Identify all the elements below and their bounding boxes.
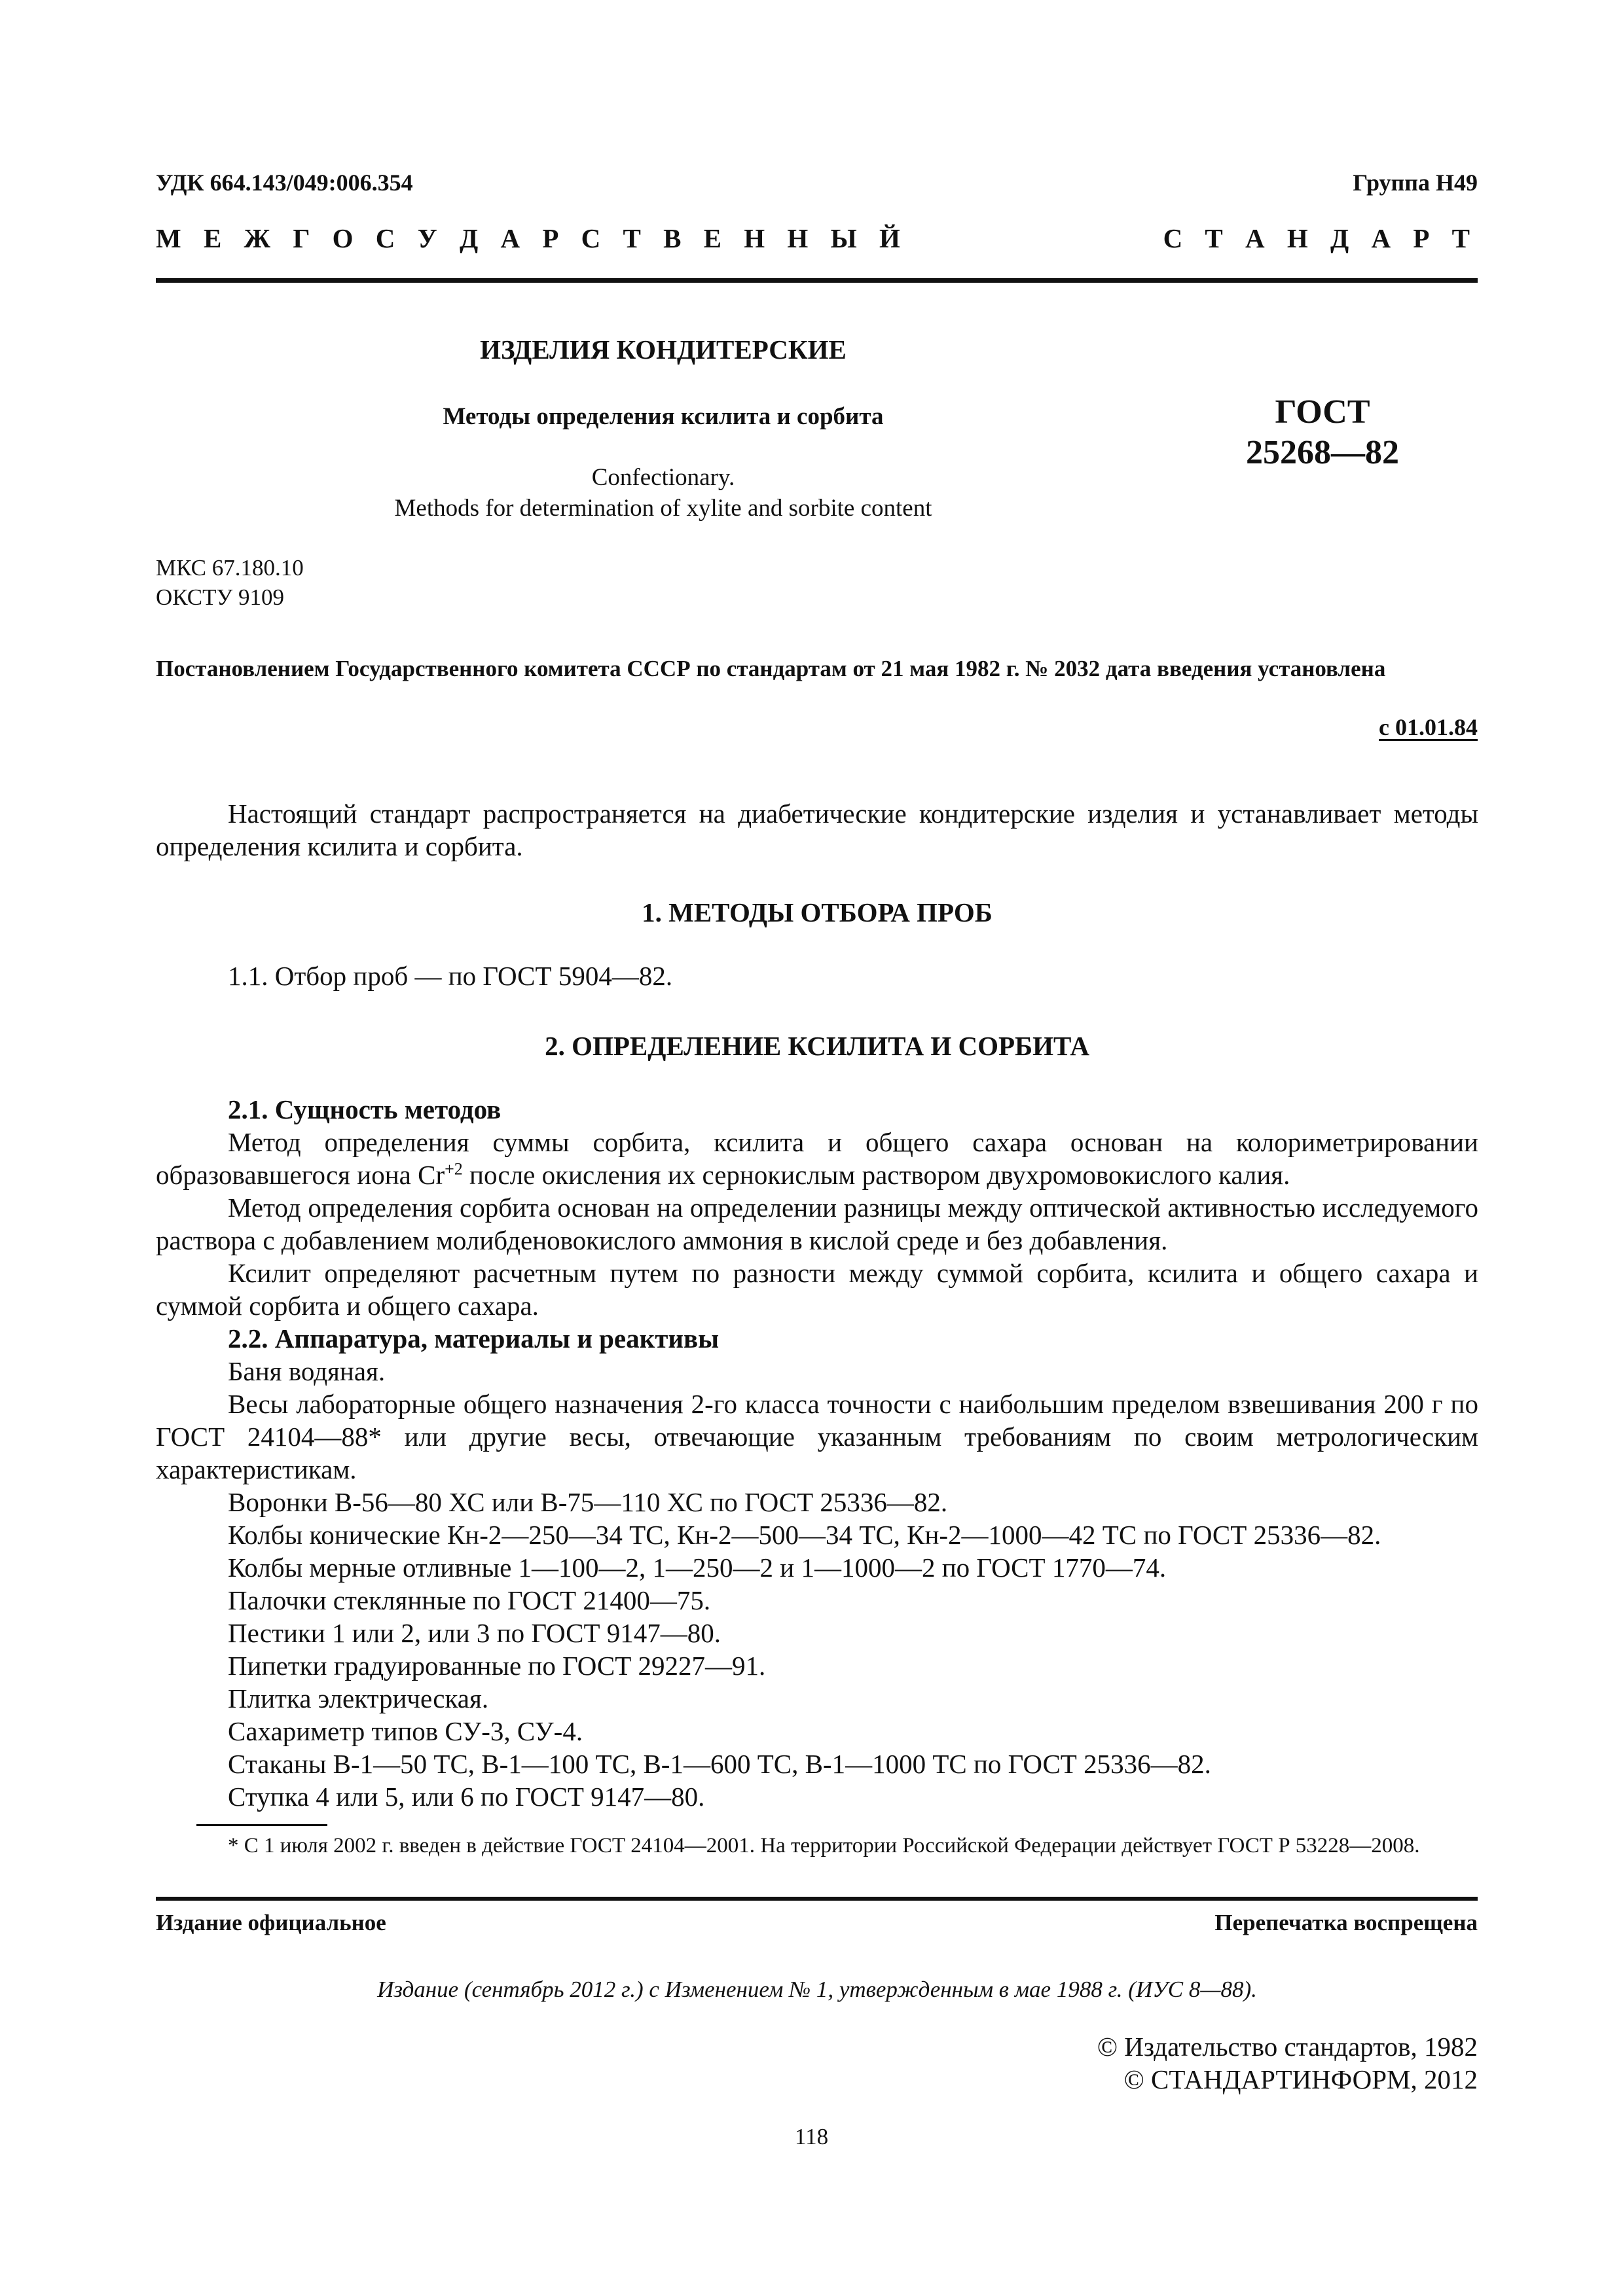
intro-paragraph: Настоящий стандарт распространяется на диабетические кондитерские изделия и устанавливает методы определения ксилита и сорбита.	[156, 798, 1478, 861]
paragraph-scales: Весы лабораторные общего назначения 2-го класса точности с наибольшим пределом взвешивания 200 г по ГОСТ 24104—88* или другие весы, отвечающие указанным требованиям по своим метрологическим характеристикам.	[156, 1389, 1478, 1484]
list-item: Сахариметр типов СУ-3, СУ-4.	[228, 1716, 583, 1746]
standard-type-word1: М Е Ж Г О С У Д А Р С Т В Е Н Н Ы Й	[156, 223, 908, 253]
english-title-line1: Confectionary.	[591, 464, 735, 491]
section1-heading: 1. МЕТОДЫ ОТБОРА ПРОБ	[642, 897, 993, 927]
intro-section	[156, 797, 1478, 863]
list-item: Плитка электрическая.	[228, 1683, 489, 1713]
okstu-code: ОКСТУ 9109	[156, 584, 285, 610]
copyright-line2: © СТАНДАРТИНФОРМ, 2012	[1123, 2064, 1478, 2094]
udc-code: УДК 664.143/049:006.354	[156, 170, 413, 196]
list-item: Пипетки градуированные по ГОСТ 29227—91.	[228, 1651, 766, 1681]
list-item: Стаканы В-1—50 ТС, В-1—100 ТС, В-1—600 ТС, В-1—1000 ТС по ГОСТ 25336—82.	[228, 1749, 1211, 1779]
list-item: Колбы мерные отливные 1—100—2, 1—250—2 и 1—1000—2 по ГОСТ 1770—74.	[228, 1552, 1167, 1583]
footer-rule	[156, 1897, 1478, 1901]
footnote-rule	[196, 1824, 327, 1826]
subsection-2-1-title: 2.1. Сущность методов	[228, 1094, 501, 1124]
section2-body	[156, 1093, 1478, 1813]
official-edition-label: Издание официальное	[156, 1910, 386, 1935]
list-item: Колбы конические Кн-2—250—34 ТС, Кн-2—500—34 ТС, Кн-2—1000—42 ТС по ГОСТ 25336—82.	[228, 1520, 1381, 1550]
header-rule	[156, 278, 1478, 283]
english-title-line2: Methods for determination of xylite and sorbite content	[394, 495, 932, 522]
edition-note: Издание (сентябрь 2012 г.) с Изменением № 1, утвержденным в мае 1988 г. (ИУС 8—88).	[377, 1977, 1257, 2002]
list-item: Воронки В-56—80 ХС или В-75—110 ХС по ГОСТ 25336—82.	[228, 1487, 948, 1517]
paragraph-method-sum: Метод определения суммы сорбита, ксилита и общего сахара основан на колориметрировании образовавшегося иона $Cr^{+2}$ после окисления их сернокислым раствором двухромовокислого калия.	[156, 1127, 1478, 1190]
page-number: 118	[794, 2124, 829, 2149]
list-item: Баня водяная.	[228, 1356, 386, 1386]
gost-number: 25268—82	[1246, 434, 1399, 471]
list-item: Палочки стеклянные по ГОСТ 21400—75.	[228, 1585, 711, 1615]
paragraph-method-sorbite: Метод определения сорбита основан на определении разницы между оптической активностью исследуемого раствора с добавлением молибденовокислого аммония в кислой среде и без добавления.	[156, 1193, 1478, 1255]
list-item: Ступка 4 или 5, или 6 по ГОСТ 9147—80.	[228, 1782, 705, 1812]
decree-text: Постановлением Государственного комитета СССР по стандартам от 21 мая 1982 г. № 2032 дата введения установлена	[156, 656, 1386, 681]
document-title: ИЗДЕЛИЯ КОНДИТЕРСКИЕ	[480, 334, 847, 365]
paragraph-method-xylite: Ксилит определяют расчетным путем по разности между суммой сорбита, ксилита и общего сахара и суммой сорбита и общего сахара.	[156, 1258, 1478, 1321]
document-subtitle: Методы определения ксилита и сорбита	[443, 403, 884, 430]
subsection-2-2-title: 2.2. Аппаратура, материалы и реактивы	[228, 1323, 720, 1354]
copyright-line1: © Издательство стандартов, 1982	[1097, 2032, 1478, 2062]
footnote-text: * С 1 июля 2002 г. введен в действие ГОСТ 24104—2001. На территории Российской Федерации действует ГОСТ Р 53228—2008.	[228, 1834, 1420, 1857]
section1-item: 1.1. Отбор проб — по ГОСТ 5904—82.	[228, 961, 673, 991]
effective-date: с 01.01.84	[1379, 714, 1478, 740]
standard-type-word2: С Т А Н Д А Р Т	[1163, 223, 1478, 253]
section2-heading: 2. ОПРЕДЕЛЕНИЕ КСИЛИТА И СОРБИТА	[545, 1031, 1089, 1061]
list-item: Пестики 1 или 2, или 3 по ГОСТ 9147—80.	[228, 1618, 721, 1648]
group-code: Группа Н49	[1353, 170, 1478, 196]
mks-code: МКС 67.180.10	[156, 555, 304, 581]
reprint-prohibited-label: Перепечатка воспрещена	[1214, 1910, 1478, 1935]
gost-label: ГОСТ	[1275, 393, 1370, 431]
